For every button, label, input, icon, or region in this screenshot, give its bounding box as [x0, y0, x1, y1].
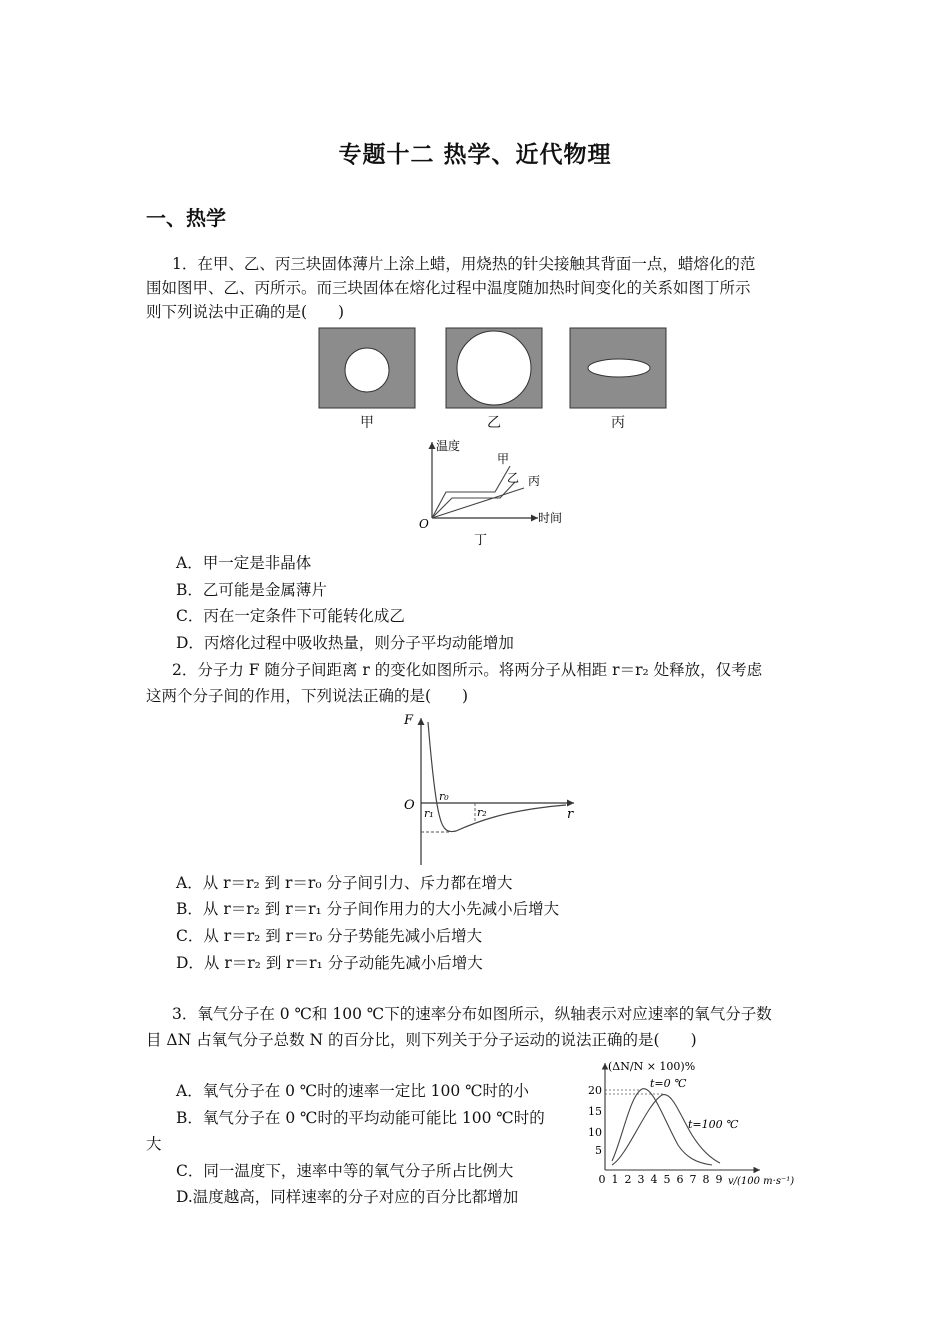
curve-jia: [432, 466, 510, 518]
q3-option-a: A．氧气分子在 0 ℃时的速率一定比 100 ℃时的小: [176, 1082, 530, 1100]
q2-option-a: A．从 r＝r₂ 到 r＝r₀ 分子间引力、斥力都在增大: [176, 874, 513, 892]
xtick-4: 4: [650, 1173, 658, 1186]
section-heading: 一、热学: [146, 206, 226, 230]
molecular-force-graph: [396, 710, 586, 870]
caption-bing: 丙: [611, 415, 625, 431]
q1-option-c: C．丙在一定条件下可能转化成乙: [176, 607, 405, 625]
label-bing: 丙: [528, 474, 541, 488]
graph-xlabel: v/(100 m·s⁻¹): [728, 1176, 795, 1187]
q1-option-b: B．乙可能是金属薄片: [176, 581, 327, 599]
graph-origin: O: [404, 798, 415, 813]
ytick-5: 5: [595, 1144, 602, 1157]
xtick-6: 6: [676, 1173, 684, 1186]
label-r2: r₂: [477, 806, 487, 819]
wax-melt-figures: [318, 327, 668, 409]
label-jia: 甲: [497, 452, 510, 466]
graph-ylabel: 温度: [436, 439, 461, 453]
q2-line-1: 2．分子力 F 随分子间距离 r 的变化如图所示。将两分子从相距 r＝r₂ 处释放，仅考虑: [172, 661, 763, 679]
temperature-time-graph: [410, 436, 580, 548]
xtick-5: 5: [663, 1173, 671, 1186]
xtick-7: 7: [689, 1173, 697, 1186]
xtick-9: 9: [715, 1173, 723, 1186]
graph-caption: 丁: [474, 533, 488, 548]
q1-option-d: D．丙熔化过程中吸收热量，则分子平均动能增加: [176, 634, 514, 652]
graph-f-label: F: [404, 713, 414, 728]
label-t0: t=0 ℃: [650, 1077, 687, 1090]
curve-yi: [432, 482, 515, 518]
label-r1: r₁: [424, 807, 434, 820]
q3-line-1: 3．氧气分子在 0 ℃和 100 ℃下的速率分布如图所示，纵轴表示对应速率的氧气分子数: [172, 1005, 772, 1023]
q1-line-2: 围如图甲、乙、丙所示。而三块固体在熔化过程中温度随加热时间变化的关系如图丁所示: [146, 279, 751, 297]
ytick-10: 10: [588, 1126, 602, 1139]
graph-r-label: r: [567, 807, 574, 822]
q2-option-c: C．从 r＝r₂ 到 r＝r₀ 分子势能先减小后增大: [176, 927, 483, 945]
q3-option-b: B．氧气分子在 0 ℃时的平均动能可能比 100 ℃时的: [176, 1109, 545, 1127]
plate-jia: [319, 328, 415, 408]
q3-option-b-cont: 大: [146, 1135, 162, 1153]
xtick-3: 3: [637, 1173, 645, 1186]
label-yi: 乙: [507, 471, 520, 485]
page-title: 专题十二 热学、近代物理: [338, 142, 612, 168]
q1-option-a: A．甲一定是非晶体: [176, 554, 312, 572]
xtick-8: 8: [702, 1173, 710, 1186]
xtick-2: 2: [624, 1173, 632, 1186]
q2-option-b: B．从 r＝r₂ 到 r＝r₁ 分子间作用力的大小先减小后增大: [176, 900, 560, 918]
q1-line-3: 则下列说法中正确的是( ): [146, 303, 345, 321]
q3-option-c: C．同一温度下，速率中等的氧气分子所占比例大: [176, 1162, 514, 1180]
ytick-20: 20: [588, 1084, 602, 1097]
q3-option-d: D.温度越高，同样速率的分子对应的百分比都增加: [176, 1188, 519, 1206]
q2-option-d: D．从 r＝r₂ 到 r＝r₁ 分子动能先减小后增大: [176, 954, 483, 972]
label-t100: t=100 ℃: [688, 1118, 739, 1131]
force-curve: [428, 722, 566, 832]
xtick-1: 1: [611, 1173, 619, 1186]
plate-yi: [446, 328, 542, 408]
q1-line-1: 1．在甲、乙、丙三块固体薄片上涂上蜡，用烧热的针尖接触其背面一点，蜡熔化的范: [172, 255, 756, 273]
label-r0: r₀: [439, 790, 449, 803]
plate-bing: [570, 328, 666, 408]
speed-distribution-graph: [588, 1055, 813, 1195]
ytick-15: 15: [588, 1105, 602, 1118]
xtick-0: 0: [598, 1173, 606, 1186]
q3-line-2: 目 ΔN 占氧气分子总数 N 的百分比，则下列关于分子运动的说法正确的是( ): [146, 1031, 697, 1049]
q2-line-2: 这两个分子间的作用，下列说法正确的是( ): [146, 687, 469, 705]
caption-yi: 乙: [487, 415, 501, 431]
graph-ylabel: (ΔN/N × 100)%: [608, 1060, 696, 1073]
caption-jia: 甲: [360, 415, 374, 431]
graph-xlabel: 时间: [538, 511, 563, 525]
graph-origin: O: [419, 517, 429, 531]
